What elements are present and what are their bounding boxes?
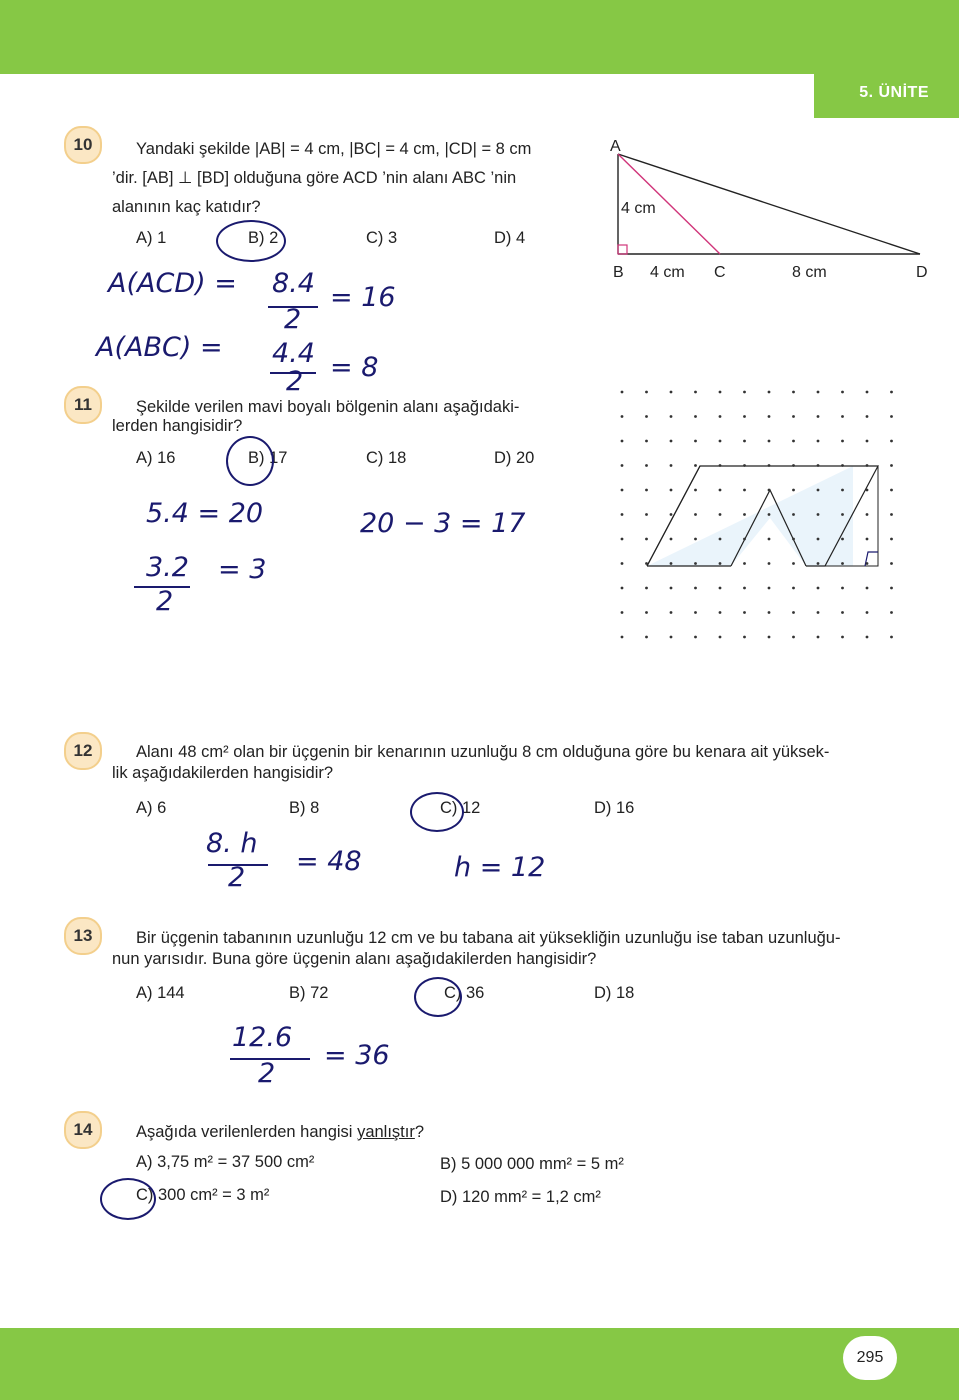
grid-dot xyxy=(890,636,893,639)
grid-dot xyxy=(817,587,820,590)
grid-dot xyxy=(719,489,722,492)
q12-work-den: 2 xyxy=(228,862,246,893)
grid-dot xyxy=(743,562,746,565)
question-number-13: 13 xyxy=(64,917,102,955)
grid-dot xyxy=(768,587,771,590)
grid-dot xyxy=(841,636,844,639)
q10-option-d[interactable]: D) 4 xyxy=(494,229,526,247)
grid-dot xyxy=(768,636,771,639)
unit-label: 5. ÜNİTE xyxy=(859,84,929,101)
grid-dot xyxy=(792,415,795,418)
grid-dot xyxy=(645,415,648,418)
grid-dot xyxy=(817,440,820,443)
q12-option-b[interactable]: B) 8 xyxy=(289,799,320,817)
grid-dot xyxy=(621,391,624,394)
grid-dot xyxy=(694,464,697,467)
question-number-12: 12 xyxy=(64,732,102,770)
q10-option-b[interactable]: B) 2 xyxy=(248,229,279,247)
grid-dot xyxy=(866,440,869,443)
grid-dot xyxy=(792,562,795,565)
grid-dot xyxy=(694,440,697,443)
q14-stem-underlined: yanlıştır xyxy=(357,1123,415,1141)
grid-dot xyxy=(694,489,697,492)
grid-dot xyxy=(768,513,771,516)
q12-option-a[interactable]: A) 6 xyxy=(136,799,167,817)
q14-stem-pre: Aşağıda verilenlerden hangisi xyxy=(136,1123,358,1141)
grid-dot xyxy=(645,464,648,467)
grid-dot xyxy=(621,562,624,565)
grid-dot xyxy=(719,562,722,565)
grid-dot xyxy=(841,489,844,492)
q13-option-d[interactable]: D) 18 xyxy=(594,984,635,1002)
grid-dot xyxy=(621,440,624,443)
q11-option-a[interactable]: A) 16 xyxy=(136,449,176,467)
grid-dot xyxy=(719,538,722,541)
grid-dot xyxy=(670,464,673,467)
q11-work-tri-res: = 3 xyxy=(218,554,267,585)
grid-dot xyxy=(743,489,746,492)
q12-option-d[interactable]: D) 16 xyxy=(594,799,635,817)
grid-dot xyxy=(768,538,771,541)
grid-dot xyxy=(621,611,624,614)
q10-work-acd-left: A(ACD) = xyxy=(108,268,237,299)
grid-dot xyxy=(743,538,746,541)
grid-dot xyxy=(792,489,795,492)
footer-bar xyxy=(0,1328,959,1400)
grid-dot xyxy=(670,489,673,492)
grid-dot xyxy=(817,415,820,418)
grid-dot xyxy=(743,587,746,590)
grid-dot xyxy=(817,562,820,565)
grid-dot xyxy=(890,513,893,516)
grid-dot xyxy=(817,464,820,467)
q11-option-b[interactable]: B) 17 xyxy=(248,449,288,467)
q10-point-d: D xyxy=(916,264,928,281)
grid-dot xyxy=(743,415,746,418)
grid-dot xyxy=(768,464,771,467)
grid-dot xyxy=(670,611,673,614)
grid-dot xyxy=(621,587,624,590)
grid-dot xyxy=(890,415,893,418)
q13-line2: nun yarısıdır. Buna göre üçgenin alanı aşağıdakilerden hangisidir? xyxy=(112,950,597,968)
grid-dot xyxy=(817,391,820,394)
q10-point-a: A xyxy=(610,138,621,155)
grid-dot xyxy=(792,440,795,443)
q12-work-res: = 48 xyxy=(296,846,362,877)
grid-dot xyxy=(890,538,893,541)
q11-line1: Şekilde verilen mavi boyalı bölgenin alanı aşağıdaki- xyxy=(136,398,520,416)
grid-dot xyxy=(866,464,869,467)
q13-work-res: = 36 xyxy=(324,1040,390,1071)
q12-work-answer: h = 12 xyxy=(454,852,546,883)
grid-dot xyxy=(694,391,697,394)
grid-dot xyxy=(743,636,746,639)
q14-stem-post: ? xyxy=(414,1123,425,1141)
grid-dot xyxy=(645,538,648,541)
grid-dot xyxy=(645,611,648,614)
q12-work-num: 8. h xyxy=(206,828,258,859)
grid-dot xyxy=(792,636,795,639)
q11-line2: lerden hangisidir? xyxy=(112,417,243,435)
grid-dot xyxy=(792,538,795,541)
grid-dot xyxy=(719,440,722,443)
grid-dot xyxy=(866,636,869,639)
grid-dot xyxy=(792,391,795,394)
grid-dot xyxy=(841,391,844,394)
grid-dot xyxy=(866,489,869,492)
grid-dot xyxy=(719,636,722,639)
grid-dot xyxy=(645,636,648,639)
q10-work-abc-res: = 8 xyxy=(330,352,379,383)
grid-dot xyxy=(694,636,697,639)
grid-dot xyxy=(670,538,673,541)
grid-dot xyxy=(817,611,820,614)
grid-dot xyxy=(694,415,697,418)
q10-label-cd: 8 cm xyxy=(792,264,827,281)
grid-dot xyxy=(792,611,795,614)
page-number: 295 xyxy=(843,1336,897,1380)
grid-dot xyxy=(670,415,673,418)
q10-label-ab: 4 cm xyxy=(621,200,656,217)
q10-point-b: B xyxy=(613,264,624,281)
answer-circle xyxy=(100,1178,156,1220)
grid-dot xyxy=(719,464,722,467)
grid-dot xyxy=(890,562,893,565)
grid-dot xyxy=(866,391,869,394)
grid-dot xyxy=(890,440,893,443)
q12-option-c[interactable]: C) 12 xyxy=(440,799,481,817)
q11-work-tri-num: 3.2 xyxy=(146,552,189,583)
q10-point-c: C xyxy=(714,264,726,281)
q10-work-abc-left: A(ABC) = xyxy=(96,332,223,363)
grid-dot xyxy=(768,489,771,492)
grid-dot xyxy=(841,464,844,467)
q13-option-b[interactable]: B) 72 xyxy=(289,984,329,1002)
q14-option-d[interactable]: D) 120 mm² = 1,2 cm² xyxy=(440,1188,601,1206)
q10-work-abc-den: 2 xyxy=(286,366,304,397)
grid-dot xyxy=(645,513,648,516)
q14-option-c[interactable]: C) 300 cm² = 3 m² xyxy=(136,1186,270,1204)
answer-circle xyxy=(414,977,462,1017)
grid-dot xyxy=(621,489,624,492)
q10-work-acd-den: 2 xyxy=(284,304,302,335)
grid-dot xyxy=(743,391,746,394)
grid-dot xyxy=(768,611,771,614)
answer-circle xyxy=(226,436,274,486)
q14-stem xyxy=(136,1121,424,1143)
grid-dot xyxy=(670,513,673,516)
grid-dot xyxy=(890,611,893,614)
grid-dot xyxy=(890,489,893,492)
grid-dot xyxy=(890,464,893,467)
grid-dot xyxy=(841,415,844,418)
q10-line3: alanının kaç katıdır? xyxy=(112,198,261,216)
q10-work-acd-res: = 16 xyxy=(330,282,396,313)
grid-dot xyxy=(645,587,648,590)
grid-dot xyxy=(841,562,844,565)
grid-dot xyxy=(866,513,869,516)
q12-line1: Alanı 48 cm² olan bir üçgenin bir kenarının uzunluğu 8 cm olduğuna göre bu kenara ait yüksek- xyxy=(136,743,830,761)
grid-dot xyxy=(743,611,746,614)
grid-dot xyxy=(645,391,648,394)
grid-dot xyxy=(890,391,893,394)
grid-dot xyxy=(621,636,624,639)
q13-option-c[interactable]: C) 36 xyxy=(444,984,485,1002)
grid-dot xyxy=(670,391,673,394)
grid-dot xyxy=(645,440,648,443)
grid-dot xyxy=(719,587,722,590)
grid-dot xyxy=(817,513,820,516)
grid-dot xyxy=(719,513,722,516)
q10-option-c[interactable]: C) 3 xyxy=(366,229,398,247)
q12-line2: lik aşağıdakilerden hangisidir? xyxy=(112,764,334,782)
grid-dot xyxy=(621,415,624,418)
grid-dot xyxy=(743,513,746,516)
q11-option-d[interactable]: D) 20 xyxy=(494,449,535,467)
grid-dot xyxy=(866,538,869,541)
q11-work-final: 20 − 3 = 17 xyxy=(360,508,526,539)
grid-dot xyxy=(817,538,820,541)
grid-dot xyxy=(670,587,673,590)
grid-dot xyxy=(645,489,648,492)
grid-dot xyxy=(645,562,648,565)
grid-dot xyxy=(841,611,844,614)
grid-dot xyxy=(841,440,844,443)
grid-dot xyxy=(768,415,771,418)
grid-dot xyxy=(743,464,746,467)
q10-work-acd-num: 8.4 xyxy=(272,268,315,299)
q10-line2: ’dir. [AB] ⊥ [BD] olduğuna göre ACD ’nin alanı ABC ’nin xyxy=(112,169,517,187)
grid-dot xyxy=(841,538,844,541)
question-number-14: 14 xyxy=(64,1111,102,1149)
q10-option-a[interactable]: A) 1 xyxy=(136,229,167,247)
grid-dot xyxy=(866,587,869,590)
grid-dot xyxy=(719,415,722,418)
question-number-11: 11 xyxy=(64,386,102,424)
grid-dot xyxy=(670,440,673,443)
grid-dot xyxy=(817,489,820,492)
grid-dot xyxy=(768,391,771,394)
q14-option-b[interactable]: B) 5 000 000 mm² = 5 m² xyxy=(440,1155,624,1173)
grid-dot xyxy=(890,587,893,590)
q11-work-rect: 5.4 = 20 xyxy=(146,498,264,529)
grid-dot xyxy=(694,513,697,516)
grid-dot xyxy=(743,440,746,443)
q10-line1: Yandaki şekilde |AB| = 4 cm, |BC| = 4 cm, |CD| = 8 cm xyxy=(136,140,532,158)
grid-dot xyxy=(866,415,869,418)
grid-dot xyxy=(866,562,869,565)
grid-dot xyxy=(841,513,844,516)
grid-dot xyxy=(621,464,624,467)
grid-dot xyxy=(768,440,771,443)
q11-dot-grid-figure xyxy=(610,380,910,650)
grid-dot xyxy=(866,611,869,614)
question-number-10: 10 xyxy=(64,126,102,164)
grid-dot xyxy=(841,587,844,590)
q11-option-c[interactable]: C) 18 xyxy=(366,449,407,467)
grid-dot xyxy=(792,513,795,516)
q13-line1: Bir üçgenin tabanının uzunluğu 12 cm ve bu tabana ait yüksekliğin uzunluğu ise taban uzunluğu- xyxy=(136,929,841,947)
grid-dot xyxy=(817,636,820,639)
q13-option-a[interactable]: A) 144 xyxy=(136,984,185,1002)
q10-work-abc-num: 4.4 xyxy=(272,338,315,369)
q11-work-tri-den: 2 xyxy=(156,586,174,617)
grid-dot xyxy=(792,587,795,590)
answer-circle xyxy=(410,792,464,832)
header-bar xyxy=(0,0,959,74)
grid-dot xyxy=(719,611,722,614)
q14-option-a[interactable]: A) 3,75 m² = 37 500 cm² xyxy=(136,1153,315,1171)
grid-dot xyxy=(670,636,673,639)
grid-dot xyxy=(792,464,795,467)
q13-work-den: 2 xyxy=(258,1058,276,1089)
grid-dot xyxy=(694,587,697,590)
grid-dot xyxy=(621,538,624,541)
grid-dot xyxy=(694,562,697,565)
grid-dot xyxy=(670,562,673,565)
grid-dot xyxy=(694,611,697,614)
grid-dot xyxy=(768,562,771,565)
grid-dot xyxy=(694,538,697,541)
grid-dot xyxy=(621,513,624,516)
q10-label-bc: 4 cm xyxy=(650,264,685,281)
q13-work-num: 12.6 xyxy=(232,1022,293,1053)
answer-circle xyxy=(216,220,286,262)
grid-dot xyxy=(719,391,722,394)
